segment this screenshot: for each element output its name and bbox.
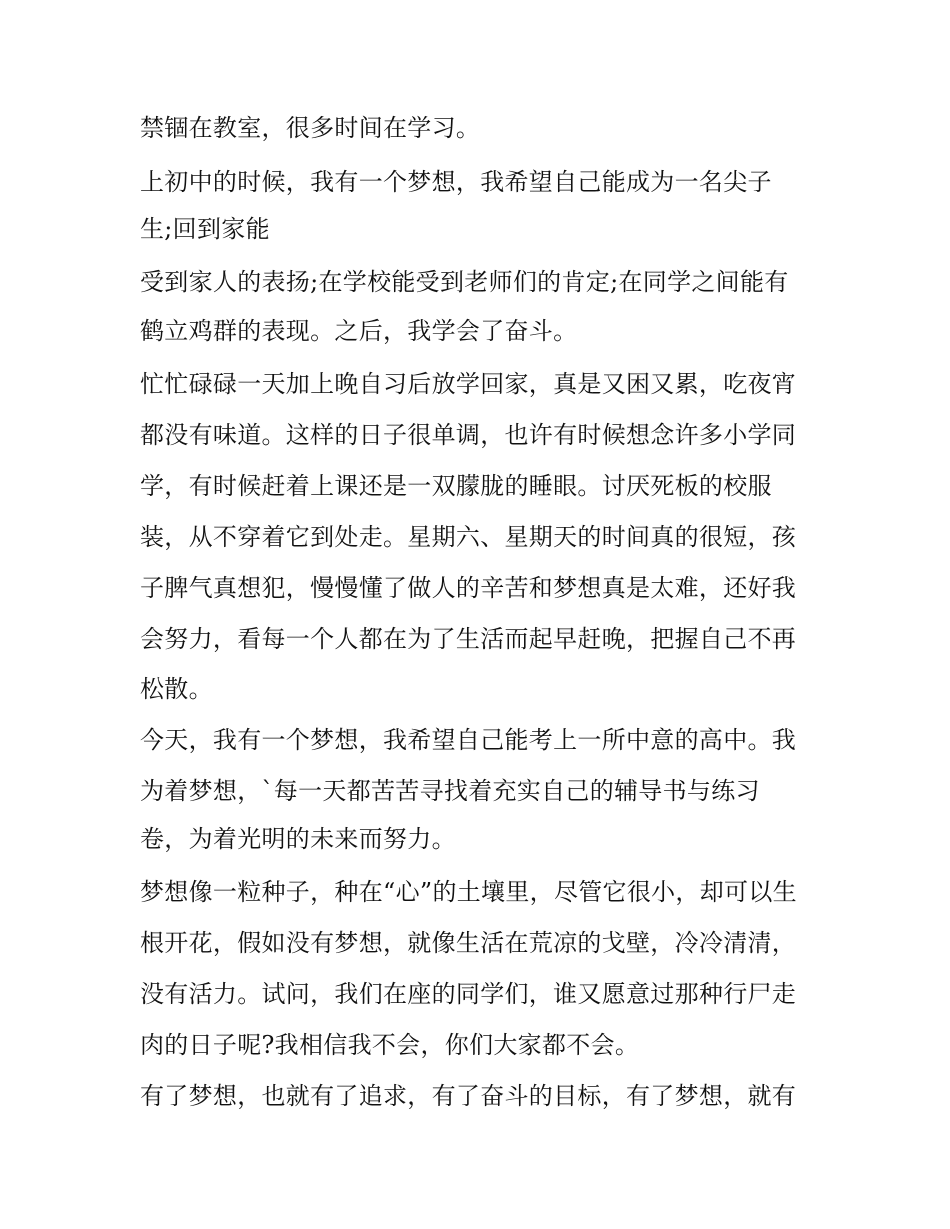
- text-line: 没有活力。试问，我们在座的同学们，谁又愿意过那种行尸走: [140, 980, 797, 1008]
- text-line: 子脾气真想犯，慢慢懂了做人的辛苦和梦想真是太难，还好我: [140, 574, 797, 602]
- text-line: 肉的日子呢?我相信我不会，你们大家都不会。: [140, 1031, 640, 1059]
- text-line: 上初中的时候，我有一个梦想，我希望自己能成为一名尖子: [140, 168, 772, 196]
- text-line: 今天，我有一个梦想，我希望自己能考上一所中意的高中。我: [140, 726, 797, 754]
- text-line: 鹤立鸡群的表现。之后，我学会了奋斗。: [140, 317, 578, 345]
- text-line: 忙忙碌碌一天加上晚自习后放学回家，真是又困又累，吃夜宵: [140, 370, 797, 398]
- text-line: 装，从不穿着它到处走。星期六、星期天的时间真的很短，孩: [140, 523, 797, 551]
- text-line: 都没有味道。这样的日子很单调，也许有时候想念许多小学同: [140, 421, 797, 449]
- text-line: 禁锢在教室，很多时间在学习。: [140, 114, 481, 142]
- text-line: 根开花，假如没有梦想，就像生活在荒凉的戈壁，冷冷清清，: [140, 929, 797, 957]
- text-line: 梦想像一粒种子，种在“心”的土壤里，尽管它很小，却可以生: [140, 878, 797, 906]
- text-line: 松散。: [140, 675, 213, 703]
- text-line: 有了梦想，也就有了追求，有了奋斗的目标，有了梦想，就有: [140, 1082, 797, 1110]
- text-line: 会努力，看每一个人都在为了生活而起早赶晚，把握自己不再: [140, 625, 797, 653]
- text-line: 生;回到家能: [140, 215, 270, 243]
- text-line: 为着梦想，`每一天都苦苦寻找着充实自己的辅导书与练习: [140, 777, 760, 805]
- text-line: 受到家人的表扬;在学校能受到老师们的肯定;在同学之间能有: [140, 268, 789, 296]
- text-line: 卷，为着光明的未来而努力。: [140, 825, 456, 853]
- text-line: 学，有时候赶着上课还是一双朦胧的睡眼。讨厌死板的校服: [140, 472, 772, 500]
